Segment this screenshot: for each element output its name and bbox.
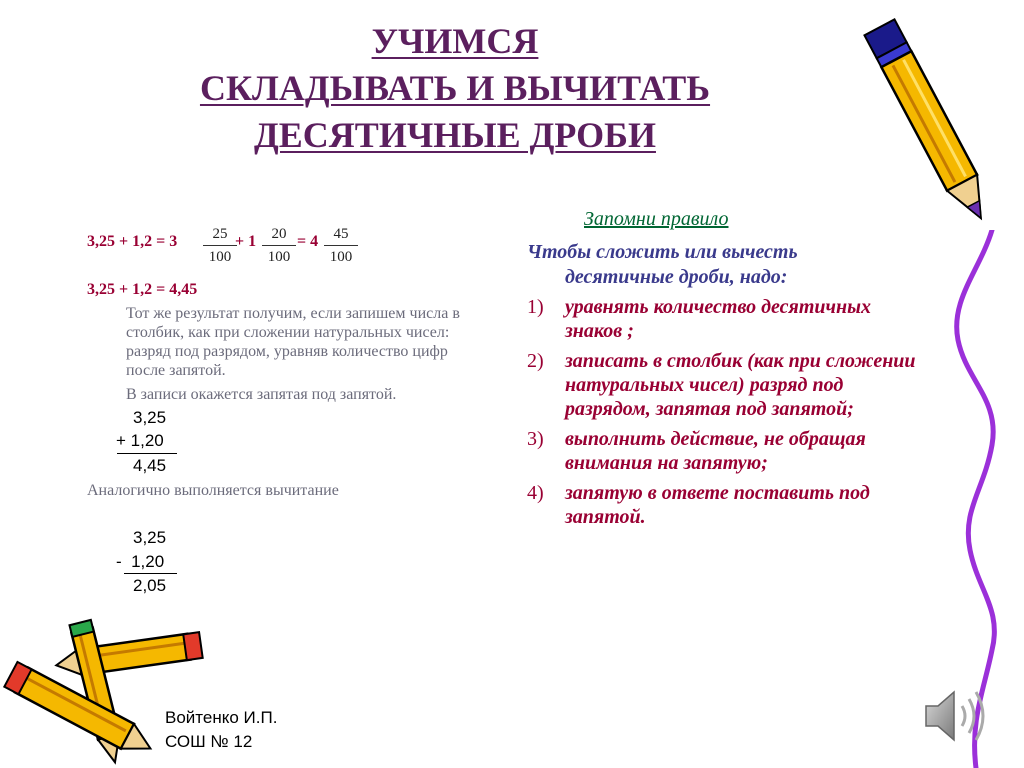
rule-intro-line-2: десятичные дроби, надо:	[565, 266, 788, 288]
rule-item-3	[527, 427, 927, 475]
subtraction-note: Аналогично выполняется вычитание	[87, 482, 339, 499]
fraction-1	[203, 224, 237, 267]
rule-heading: Запомни правило	[584, 208, 729, 230]
rule-item-text: записать в столбик (как при сложении натуральных чисел) разряд под разрядом, запятая под запятой;	[565, 350, 916, 420]
rule-item-text: запятую в ответе поставить под запятой.	[565, 482, 870, 528]
page-title	[100, 18, 810, 159]
author-school: СОШ № 12	[165, 732, 253, 751]
addition-operand-2: + 1,20	[116, 431, 164, 450]
fraction-1-den: 100	[208, 249, 232, 265]
subtraction-operand-1: 3,25	[133, 528, 167, 547]
eq1-equals: = 4	[297, 233, 319, 250]
author-name: Войтенко И.П.	[165, 708, 278, 727]
fraction-2	[262, 224, 296, 267]
rule-item-1	[527, 295, 927, 343]
comma-note: В записи окажется запятая под запятой.	[126, 386, 397, 403]
pencil-top-right	[862, 4, 1002, 244]
addition-result: 4,45	[133, 456, 167, 475]
subtraction-result: 2,05	[133, 576, 167, 595]
fraction-2-num: 20	[271, 226, 287, 242]
addition-line	[117, 453, 177, 454]
rule-item-number: 1)	[527, 296, 544, 318]
rule-item-2	[527, 349, 927, 421]
rule-intro	[527, 240, 907, 290]
explanation-text: Тот же результат получим, если запишем числа в столбик, как при сложении натуральных чисел: разряд под разрядом, уравняв количество цифр после запятой.	[126, 305, 460, 379]
rule-item-text: уравнять количество десятичных знаков ;	[565, 296, 872, 342]
fraction-2-den: 100	[267, 249, 291, 265]
decimal-equation: 3,25 + 1,2 = 4,45	[87, 281, 198, 298]
pencils-bottom-left	[0, 618, 215, 768]
fraction-1-num: 25	[212, 226, 228, 242]
fraction-3-den: 100	[329, 249, 353, 265]
title-line-3: ДЕСЯТИЧНЫЕ ДРОБИ	[254, 115, 656, 155]
rule-item-number: 3)	[527, 428, 544, 450]
speaker-icon[interactable]	[920, 684, 992, 748]
subtraction-operand-2: - 1,20	[116, 552, 165, 571]
fraction-3	[324, 224, 358, 267]
title-line-2: СКЛАДЫВАТЬ И ВЫЧИТАТЬ	[199, 68, 711, 108]
addition-operand-1: 3,25	[133, 408, 167, 427]
rule-intro-line-1: Чтобы сложить или вычесть	[527, 241, 798, 263]
subtraction-line	[124, 573, 177, 574]
eq1-plus: + 1	[235, 233, 257, 250]
rule-list	[527, 295, 927, 535]
rule-item-number: 2)	[527, 350, 544, 372]
fraction-3-num: 45	[333, 226, 349, 242]
rule-item-text: выполнить действие, не обращая внимания на запятую;	[565, 428, 866, 474]
eq1-prefix: 3,25 + 1,2 = 3	[87, 233, 178, 250]
fraction-equation	[87, 222, 447, 270]
title-line-1: УЧИМСЯ	[371, 21, 539, 61]
rule-item-4	[527, 481, 927, 529]
rule-item-number: 4)	[527, 482, 544, 504]
